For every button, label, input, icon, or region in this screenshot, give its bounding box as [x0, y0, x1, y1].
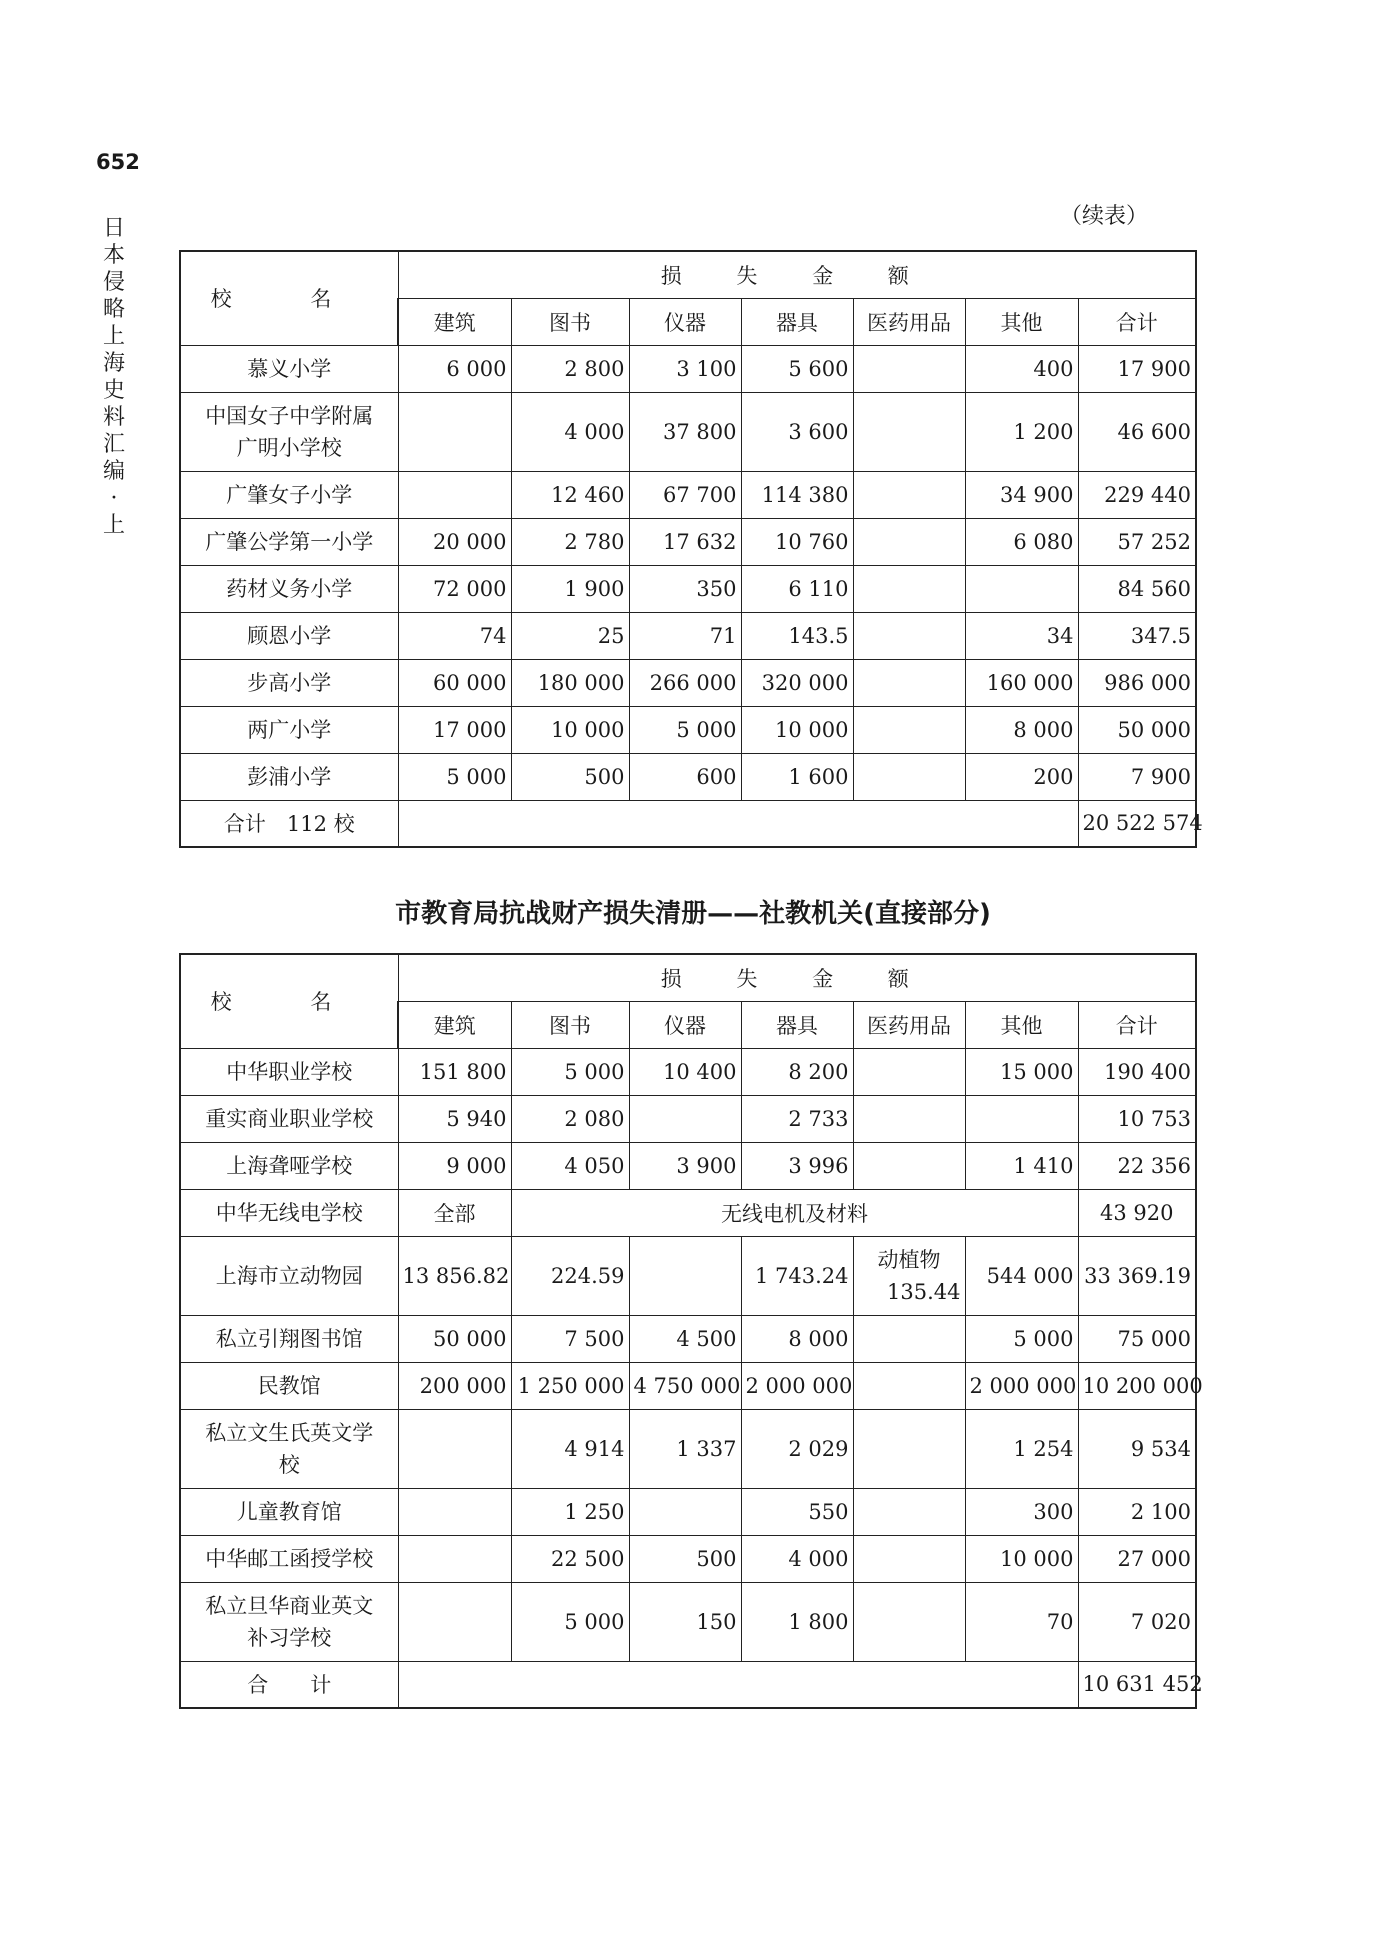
amount-cell: 1 900 — [511, 565, 629, 612]
amount-cell: 986 000 — [1078, 659, 1196, 706]
loss-note-cell: 无线电机及材料 — [511, 1189, 1078, 1236]
amount-cell: 7 020 — [1078, 1582, 1196, 1661]
amount-cell: 1 600 — [741, 753, 853, 800]
amount-cell: 190 400 — [1078, 1048, 1196, 1095]
table-row — [180, 1236, 1196, 1315]
table-row — [180, 1535, 1196, 1582]
amount-cell: 10 760 — [741, 518, 853, 565]
amount-cell — [853, 753, 965, 800]
column-header: 图书 — [511, 298, 629, 345]
amount-cell: 20 000 — [398, 518, 511, 565]
school-name-cell: 中华邮工函授学校 — [180, 1535, 398, 1582]
amount-cell: 5 940 — [398, 1095, 511, 1142]
amount-cell: 200 — [965, 753, 1078, 800]
amount-cell: 2 000 000 — [741, 1362, 853, 1409]
table-row — [180, 1048, 1196, 1095]
total-label: 合计 112 校 — [180, 800, 398, 847]
amount-cell: 9 000 — [398, 1142, 511, 1189]
amount-cell: 300 — [965, 1488, 1078, 1535]
amount-cell: 6 110 — [741, 565, 853, 612]
amount-cell: 2 733 — [741, 1095, 853, 1142]
amount-cell: 15 000 — [965, 1048, 1078, 1095]
column-header: 医药用品 — [853, 1001, 965, 1048]
school-name-cell: 上海聋哑学校 — [180, 1142, 398, 1189]
amount-cell: 114 380 — [741, 471, 853, 518]
amount-cell: 7 900 — [1078, 753, 1196, 800]
amount-cell: 37 800 — [629, 392, 741, 471]
amount-cell: 151 800 — [398, 1048, 511, 1095]
school-name-cell: 民教馆 — [180, 1362, 398, 1409]
loss-amount-header: 损 失 金 额 — [398, 954, 1196, 1001]
amount-cell: 2 029 — [741, 1409, 853, 1488]
amount-cell — [853, 1582, 965, 1661]
amount-cell — [965, 565, 1078, 612]
amount-cell: 4 500 — [629, 1315, 741, 1362]
amount-cell — [853, 392, 965, 471]
column-header: 器具 — [741, 1001, 853, 1048]
amount-cell: 160 000 — [965, 659, 1078, 706]
amount-cell: 75 000 — [1078, 1315, 1196, 1362]
amount-cell: 5 000 — [629, 706, 741, 753]
school-name-cell: 广肇公学第一小学 — [180, 518, 398, 565]
amount-cell: 4 000 — [511, 392, 629, 471]
amount-cell — [853, 518, 965, 565]
amount-cell — [853, 1142, 965, 1189]
amount-cell: 200 000 — [398, 1362, 511, 1409]
amount-cell: 8 200 — [741, 1048, 853, 1095]
loss-amount-header: 损 失 金 额 — [398, 251, 1196, 298]
table-row — [180, 706, 1196, 753]
amount-cell — [853, 1362, 965, 1409]
building-cell: 全部 — [398, 1189, 511, 1236]
school-name-cell: 私立引翔图书馆 — [180, 1315, 398, 1362]
amount-cell: 17 632 — [629, 518, 741, 565]
amount-cell: 2 000 000 — [965, 1362, 1078, 1409]
table-row — [180, 1409, 1196, 1488]
amount-cell — [398, 1582, 511, 1661]
amount-cell — [853, 345, 965, 392]
section-title: 市教育局抗战财产损失清册——社教机关(直接部分) — [395, 899, 991, 929]
total-amount-cell: 43 920 — [1078, 1189, 1196, 1236]
amount-cell: 1 250 000 — [511, 1362, 629, 1409]
column-header: 其他 — [965, 1001, 1078, 1048]
column-header: 其他 — [965, 298, 1078, 345]
amount-cell: 33 369.19 — [1078, 1236, 1196, 1315]
total-row — [180, 1661, 1196, 1708]
school-name-cell: 广肇女子小学 — [180, 471, 398, 518]
amount-cell: 70 — [965, 1582, 1078, 1661]
amount-cell: 2 780 — [511, 518, 629, 565]
amount-cell: 180 000 — [511, 659, 629, 706]
amount-cell: 8 000 — [741, 1315, 853, 1362]
amount-cell: 2 080 — [511, 1095, 629, 1142]
amount-cell: 50 000 — [398, 1315, 511, 1362]
amount-cell: 3 100 — [629, 345, 741, 392]
amount-cell: 5 000 — [511, 1582, 629, 1661]
amount-cell: 6 080 — [965, 518, 1078, 565]
amount-cell: 320 000 — [741, 659, 853, 706]
table-row — [180, 471, 1196, 518]
amount-cell: 9 534 — [1078, 1409, 1196, 1488]
amount-cell: 150 — [629, 1582, 741, 1661]
school-name-header: 校 名 — [180, 954, 398, 1048]
school-name-cell: 私立文生氏英文学校 — [180, 1409, 398, 1488]
amount-cell: 4 000 — [741, 1535, 853, 1582]
amount-cell: 3 600 — [741, 392, 853, 471]
amount-cell: 266 000 — [629, 659, 741, 706]
column-header: 器具 — [741, 298, 853, 345]
school-name-header: 校 名 — [180, 251, 398, 345]
amount-cell — [629, 1095, 741, 1142]
amount-cell — [853, 1315, 965, 1362]
continued-label: （续表） — [1060, 204, 1149, 229]
amount-cell — [853, 706, 965, 753]
school-name-cell: 药材义务小学 — [180, 565, 398, 612]
amount-cell: 4 050 — [511, 1142, 629, 1189]
amount-cell: 3 996 — [741, 1142, 853, 1189]
total-amount-cell: 10 631 452 — [1078, 1661, 1196, 1708]
amount-cell: 4 750 000 — [629, 1362, 741, 1409]
amount-cell: 1 410 — [965, 1142, 1078, 1189]
amount-cell — [629, 1488, 741, 1535]
amount-cell: 60 000 — [398, 659, 511, 706]
amount-cell: 12 460 — [511, 471, 629, 518]
amount-cell: 1 254 — [965, 1409, 1078, 1488]
amount-cell: 10 000 — [965, 1535, 1078, 1582]
amount-cell — [853, 1488, 965, 1535]
amount-cell: 224.59 — [511, 1236, 629, 1315]
total-label: 合 计 — [180, 1661, 398, 1708]
amount-cell: 5 000 — [965, 1315, 1078, 1362]
school-name-cell: 私立旦华商业英文补习学校 — [180, 1582, 398, 1661]
school-name-cell: 顾恩小学 — [180, 612, 398, 659]
table-row — [180, 518, 1196, 565]
school-name-cell: 步高小学 — [180, 659, 398, 706]
amount-cell: 25 — [511, 612, 629, 659]
amount-cell — [853, 1535, 965, 1582]
table-row — [180, 753, 1196, 800]
amount-cell: 34 900 — [965, 471, 1078, 518]
amount-cell: 1 337 — [629, 1409, 741, 1488]
amount-cell: 10 000 — [511, 706, 629, 753]
table-row — [180, 345, 1196, 392]
amount-cell — [398, 1409, 511, 1488]
table-row — [180, 1142, 1196, 1189]
amount-cell — [853, 659, 965, 706]
amount-cell: 67 700 — [629, 471, 741, 518]
amount-cell: 1 250 — [511, 1488, 629, 1535]
amount-cell: 5 000 — [398, 753, 511, 800]
amount-cell — [398, 1488, 511, 1535]
table-row — [180, 1189, 1196, 1236]
amount-cell: 544 000 — [965, 1236, 1078, 1315]
loss-table-social-education — [179, 953, 1203, 1709]
amount-cell: 50 000 — [1078, 706, 1196, 753]
school-name-cell: 中国女子中学附属广明小学校 — [180, 392, 398, 471]
amount-cell: 17 000 — [398, 706, 511, 753]
amount-cell: 3 900 — [629, 1142, 741, 1189]
column-header: 图书 — [511, 1001, 629, 1048]
amount-cell: 10 200 000 — [1078, 1362, 1196, 1409]
amount-cell: 550 — [741, 1488, 853, 1535]
amount-cell: 1 800 — [741, 1582, 853, 1661]
school-name-cell: 两广小学 — [180, 706, 398, 753]
table-row — [180, 565, 1196, 612]
amount-cell: 2 800 — [511, 345, 629, 392]
amount-cell: 500 — [511, 753, 629, 800]
school-name-cell: 儿童教育馆 — [180, 1488, 398, 1535]
amount-cell: 4 914 — [511, 1409, 629, 1488]
amount-cell: 74 — [398, 612, 511, 659]
table-row — [180, 1315, 1196, 1362]
amount-cell — [965, 1095, 1078, 1142]
column-header: 医药用品 — [853, 298, 965, 345]
amount-cell: 2 100 — [1078, 1488, 1196, 1535]
amount-cell: 84 560 — [1078, 565, 1196, 612]
amount-cell: 6 000 — [398, 345, 511, 392]
amount-cell — [853, 565, 965, 612]
amount-cell: 500 — [629, 1535, 741, 1582]
amount-cell: 143.5 — [741, 612, 853, 659]
amount-cell: 10 753 — [1078, 1095, 1196, 1142]
amount-cell: 71 — [629, 612, 741, 659]
column-header: 仪器 — [629, 298, 741, 345]
amount-cell: 13 856.82 — [398, 1236, 511, 1315]
amount-cell: 34 — [965, 612, 1078, 659]
school-name-cell: 重实商业职业学校 — [180, 1095, 398, 1142]
school-name-cell: 慕义小学 — [180, 345, 398, 392]
table-row — [180, 1095, 1196, 1142]
amount-cell: 5 600 — [741, 345, 853, 392]
school-name-cell: 中华职业学校 — [180, 1048, 398, 1095]
table-row — [180, 1488, 1196, 1535]
column-header: 仪器 — [629, 1001, 741, 1048]
school-name-cell: 上海市立动物园 — [180, 1236, 398, 1315]
column-header: 合计 — [1078, 1001, 1196, 1048]
loss-table-schools — [179, 250, 1203, 848]
amount-cell — [853, 1048, 965, 1095]
amount-cell — [398, 471, 511, 518]
amount-cell — [853, 1095, 965, 1142]
amount-cell: 1 200 — [965, 392, 1078, 471]
amount-cell: 22 500 — [511, 1535, 629, 1582]
amount-cell: 400 — [965, 345, 1078, 392]
amount-cell: 22 356 — [1078, 1142, 1196, 1189]
amount-cell: 10 000 — [741, 706, 853, 753]
amount-cell: 7 500 — [511, 1315, 629, 1362]
amount-cell — [853, 471, 965, 518]
school-name-cell: 中华无线电学校 — [180, 1189, 398, 1236]
amount-cell — [398, 1535, 511, 1582]
medical-value: 135.44 — [887, 1279, 961, 1304]
amount-cell — [629, 1236, 741, 1315]
amount-cell: 1 743.24 — [741, 1236, 853, 1315]
total-amount-cell: 20 522 574 — [1078, 800, 1196, 847]
amount-cell: 27 000 — [1078, 1535, 1196, 1582]
table-row — [180, 1362, 1196, 1409]
column-header: 建筑 — [398, 298, 511, 345]
amount-cell: 600 — [629, 753, 741, 800]
amount-cell — [853, 612, 965, 659]
amount-cell: 350 — [629, 565, 741, 612]
empty-cell — [398, 800, 1078, 847]
amount-cell: 57 252 — [1078, 518, 1196, 565]
table-row — [180, 1582, 1196, 1661]
column-header: 建筑 — [398, 1001, 511, 1048]
amount-cell: 17 900 — [1078, 345, 1196, 392]
amount-cell — [853, 1409, 965, 1488]
medical-cell — [853, 1236, 965, 1315]
amount-cell: 72 000 — [398, 565, 511, 612]
page-number: 652 — [96, 150, 140, 174]
amount-cell: 10 400 — [629, 1048, 741, 1095]
table-row — [180, 392, 1196, 471]
amount-cell: 347.5 — [1078, 612, 1196, 659]
total-row — [180, 800, 1196, 847]
amount-cell — [398, 392, 511, 471]
school-name-cell: 彭浦小学 — [180, 753, 398, 800]
empty-cell — [398, 1661, 1078, 1708]
medical-label: 动植物 — [877, 1247, 941, 1272]
column-header: 合计 — [1078, 298, 1196, 345]
amount-cell: 229 440 — [1078, 471, 1196, 518]
book-title-spine: 日本侵略上海史料汇编·上 — [102, 216, 125, 538]
amount-cell: 46 600 — [1078, 392, 1196, 471]
table-row — [180, 612, 1196, 659]
table-row — [180, 659, 1196, 706]
amount-cell: 8 000 — [965, 706, 1078, 753]
amount-cell: 5 000 — [511, 1048, 629, 1095]
